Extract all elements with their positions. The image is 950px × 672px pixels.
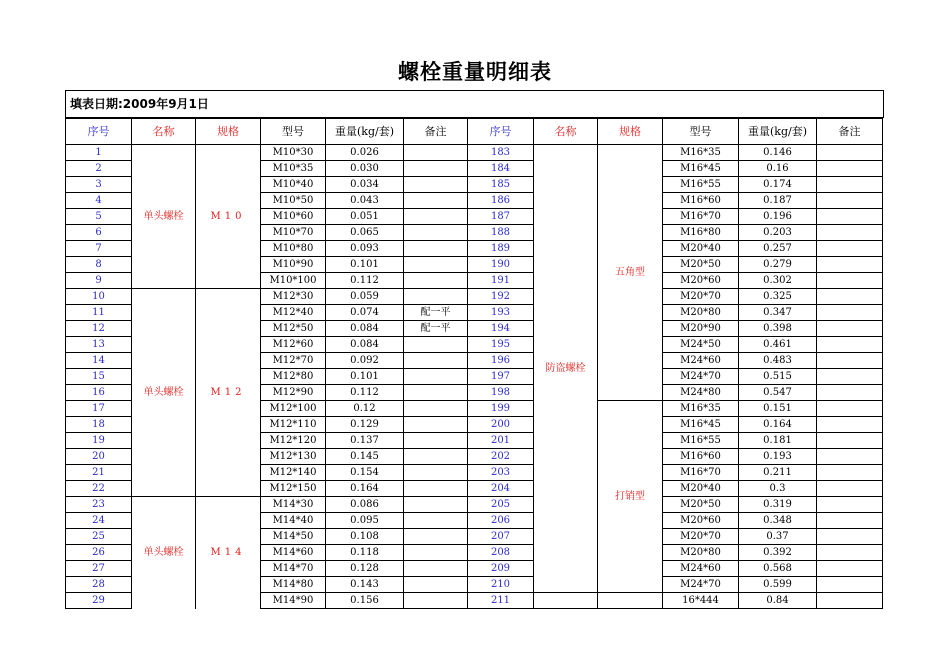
weight-cell: 0.128 [326, 561, 404, 577]
weight-cell: 0.392 [739, 545, 817, 561]
model-cell: M24*70 [663, 577, 739, 593]
group-spec-cell: M12 [196, 289, 261, 497]
seq-cell: 27 [66, 561, 132, 577]
weight-cell: 0.16 [739, 161, 817, 177]
model-cell: M16*70 [663, 465, 739, 481]
model-cell: M20*70 [663, 289, 739, 305]
model-cell: M12*140 [261, 465, 326, 481]
weight-cell: 0.325 [739, 289, 817, 305]
weight-cell: 0.101 [326, 369, 404, 385]
note-cell [817, 545, 883, 561]
weight-cell: 0.599 [739, 577, 817, 593]
model-cell: M24*60 [663, 561, 739, 577]
note-cell [404, 561, 468, 577]
note-cell [817, 481, 883, 497]
empty-cell [598, 593, 663, 609]
note-cell [817, 289, 883, 305]
weight-cell: 0.193 [739, 449, 817, 465]
seq-cell: 25 [66, 529, 132, 545]
seq-cell: 10 [66, 289, 132, 305]
note-cell [817, 497, 883, 513]
weight-cell: 0.108 [326, 529, 404, 545]
weight-cell: 0.112 [326, 273, 404, 289]
group-spec-cell: M14 [196, 497, 261, 609]
weight-cell: 0.84 [739, 593, 817, 609]
model-cell: M12*130 [261, 449, 326, 465]
note-cell [404, 545, 468, 561]
model-cell: M12*60 [261, 337, 326, 353]
model-cell: M10*35 [261, 161, 326, 177]
seq-cell: 24 [66, 513, 132, 529]
note-cell [817, 305, 883, 321]
seq-cell: 211 [468, 593, 534, 609]
seq-cell: 5 [66, 209, 132, 225]
note-cell [404, 273, 468, 289]
seq-cell: 29 [66, 593, 132, 609]
seq-cell: 17 [66, 401, 132, 417]
note-cell [817, 193, 883, 209]
weight-cell: 0.319 [739, 497, 817, 513]
weight-cell: 0.118 [326, 545, 404, 561]
seq-cell: 184 [468, 161, 534, 177]
seq-cell: 11 [66, 305, 132, 321]
weight-cell: 0.156 [326, 593, 404, 609]
weight-cell: 0.051 [326, 209, 404, 225]
seq-cell: 8 [66, 257, 132, 273]
model-cell: M16*45 [663, 161, 739, 177]
model-cell: M14*90 [261, 593, 326, 609]
note-cell: 配一平 [404, 305, 468, 321]
note-cell [817, 369, 883, 385]
note-cell [817, 561, 883, 577]
model-cell: M16*55 [663, 433, 739, 449]
note-cell [817, 321, 883, 337]
model-cell: M12*30 [261, 289, 326, 305]
group-spec-cell: M10 [196, 145, 261, 289]
note-cell [404, 385, 468, 401]
weight-cell: 0.074 [326, 305, 404, 321]
right-header-cell: 型号 [663, 119, 739, 145]
table-row [66, 497, 883, 513]
note-cell [817, 145, 883, 161]
note-cell [404, 209, 468, 225]
group-name-cell: 单头螺栓 [132, 145, 196, 289]
model-cell: M24*50 [663, 337, 739, 353]
model-cell: M20*50 [663, 497, 739, 513]
seq-cell: 189 [468, 241, 534, 257]
right-header-cell: 名称 [534, 119, 598, 145]
seq-cell: 190 [468, 257, 534, 273]
model-cell: M20*60 [663, 273, 739, 289]
table-row [66, 289, 883, 305]
seq-cell: 9 [66, 273, 132, 289]
left-header-cell: 重量(kg/套) [326, 119, 404, 145]
note-cell: 配一平 [404, 321, 468, 337]
group-name-cell: 单头螺栓 [132, 497, 196, 609]
note-cell [404, 465, 468, 481]
seq-cell: 14 [66, 353, 132, 369]
note-cell [404, 401, 468, 417]
weight-cell: 0.101 [326, 257, 404, 273]
model-cell: M20*70 [663, 529, 739, 545]
note-cell [817, 593, 883, 609]
seq-cell: 4 [66, 193, 132, 209]
note-cell [817, 225, 883, 241]
header-row [66, 119, 883, 145]
seq-cell: 194 [468, 321, 534, 337]
note-cell [817, 465, 883, 481]
note-cell [404, 369, 468, 385]
model-cell: M10*100 [261, 273, 326, 289]
bolt-weight-table [65, 118, 883, 609]
model-cell: M10*90 [261, 257, 326, 273]
seq-cell: 201 [468, 433, 534, 449]
seq-cell: 191 [468, 273, 534, 289]
weight-cell: 0.181 [739, 433, 817, 449]
note-cell [404, 513, 468, 529]
seq-cell: 3 [66, 177, 132, 193]
note-cell [817, 433, 883, 449]
note-cell [817, 273, 883, 289]
note-cell [404, 433, 468, 449]
weight-cell: 0.154 [326, 465, 404, 481]
note-cell [404, 241, 468, 257]
seq-cell: 206 [468, 513, 534, 529]
seq-cell: 200 [468, 417, 534, 433]
seq-cell: 196 [468, 353, 534, 369]
note-cell [817, 353, 883, 369]
model-cell: M14*80 [261, 577, 326, 593]
seq-cell: 23 [66, 497, 132, 513]
group-spec-cell: 五角型 [598, 145, 663, 401]
note-cell [404, 417, 468, 433]
seq-cell: 195 [468, 337, 534, 353]
note-cell [817, 257, 883, 273]
note-cell [817, 449, 883, 465]
model-cell: M10*40 [261, 177, 326, 193]
model-cell: M10*50 [261, 193, 326, 209]
weight-cell: 0.174 [739, 177, 817, 193]
weight-cell: 0.203 [739, 225, 817, 241]
empty-cell [534, 593, 598, 609]
model-cell: M20*40 [663, 481, 739, 497]
weight-cell: 0.092 [326, 353, 404, 369]
seq-cell: 28 [66, 577, 132, 593]
model-cell: M16*45 [663, 417, 739, 433]
model-cell: M12*70 [261, 353, 326, 369]
seq-cell: 183 [468, 145, 534, 161]
note-cell [817, 417, 883, 433]
weight-cell: 0.347 [739, 305, 817, 321]
fill-date: 填表日期:2009年9月1日 [65, 90, 884, 118]
right-header-cell: 重量(kg/套) [739, 119, 817, 145]
weight-cell: 0.398 [739, 321, 817, 337]
right-header-cell: 序号 [468, 119, 534, 145]
weight-cell: 0.146 [739, 145, 817, 161]
note-cell [817, 161, 883, 177]
seq-cell: 7 [66, 241, 132, 257]
model-cell: M24*80 [663, 385, 739, 401]
model-cell: M10*70 [261, 225, 326, 241]
seq-cell: 192 [468, 289, 534, 305]
weight-cell: 0.164 [326, 481, 404, 497]
model-cell: M16*80 [663, 225, 739, 241]
weight-cell: 0.129 [326, 417, 404, 433]
model-cell: M16*60 [663, 449, 739, 465]
model-cell: M10*80 [261, 241, 326, 257]
weight-cell: 0.043 [326, 193, 404, 209]
weight-cell: 0.568 [739, 561, 817, 577]
note-cell [404, 353, 468, 369]
seq-cell: 16 [66, 385, 132, 401]
model-cell: M24*60 [663, 353, 739, 369]
weight-cell: 0.084 [326, 337, 404, 353]
weight-cell: 0.143 [326, 577, 404, 593]
weight-cell: 0.145 [326, 449, 404, 465]
note-cell [817, 241, 883, 257]
weight-cell: 0.095 [326, 513, 404, 529]
seq-cell: 19 [66, 433, 132, 449]
note-cell [404, 529, 468, 545]
weight-cell: 0.196 [739, 209, 817, 225]
weight-cell: 0.348 [739, 513, 817, 529]
left-header-cell: 备注 [404, 119, 468, 145]
note-cell [404, 289, 468, 305]
model-cell: M14*30 [261, 497, 326, 513]
note-cell [404, 145, 468, 161]
note-cell [817, 529, 883, 545]
seq-cell: 26 [66, 545, 132, 561]
seq-cell: 207 [468, 529, 534, 545]
seq-cell: 193 [468, 305, 534, 321]
note-cell [404, 177, 468, 193]
note-cell [817, 337, 883, 353]
weight-cell: 0.034 [326, 177, 404, 193]
seq-cell: 20 [66, 449, 132, 465]
left-header-cell: 型号 [261, 119, 326, 145]
model-cell: M20*80 [663, 305, 739, 321]
seq-cell: 208 [468, 545, 534, 561]
weight-cell: 0.461 [739, 337, 817, 353]
seq-cell: 209 [468, 561, 534, 577]
weight-cell: 0.030 [326, 161, 404, 177]
seq-cell: 187 [468, 209, 534, 225]
left-header-cell: 名称 [132, 119, 196, 145]
note-cell [404, 481, 468, 497]
note-cell [404, 449, 468, 465]
weight-cell: 0.3 [739, 481, 817, 497]
seq-cell: 1 [66, 145, 132, 161]
model-cell: M12*80 [261, 369, 326, 385]
seq-cell: 205 [468, 497, 534, 513]
right-header-cell: 备注 [817, 119, 883, 145]
weight-cell: 0.187 [739, 193, 817, 209]
note-cell [404, 337, 468, 353]
seq-cell: 203 [468, 465, 534, 481]
seq-cell: 204 [468, 481, 534, 497]
seq-cell: 13 [66, 337, 132, 353]
page-title: 螺栓重量明细表 [398, 60, 552, 84]
seq-cell: 18 [66, 417, 132, 433]
weight-sheet [65, 90, 885, 610]
model-cell: M20*60 [663, 513, 739, 529]
weight-cell: 0.026 [326, 145, 404, 161]
weight-cell: 0.059 [326, 289, 404, 305]
note-cell [404, 577, 468, 593]
model-cell: 16*444 [663, 593, 739, 609]
model-cell: M14*50 [261, 529, 326, 545]
note-cell [404, 161, 468, 177]
model-cell: M14*70 [261, 561, 326, 577]
model-cell: M16*60 [663, 193, 739, 209]
note-cell [404, 225, 468, 241]
model-cell: M12*90 [261, 385, 326, 401]
note-cell [817, 401, 883, 417]
seq-cell: 197 [468, 369, 534, 385]
weight-cell: 0.151 [739, 401, 817, 417]
note-cell [817, 513, 883, 529]
group-name-cell: 单头螺栓 [132, 289, 196, 497]
seq-cell: 199 [468, 401, 534, 417]
weight-cell: 0.084 [326, 321, 404, 337]
weight-cell: 0.112 [326, 385, 404, 401]
seq-cell: 6 [66, 225, 132, 241]
left-header-cell: 规格 [196, 119, 261, 145]
model-cell: M10*30 [261, 145, 326, 161]
model-cell: M24*70 [663, 369, 739, 385]
weight-cell: 0.515 [739, 369, 817, 385]
seq-cell: 188 [468, 225, 534, 241]
seq-cell: 21 [66, 465, 132, 481]
weight-cell: 0.37 [739, 529, 817, 545]
weight-cell: 0.211 [739, 465, 817, 481]
model-cell: M14*60 [261, 545, 326, 561]
model-cell: M20*80 [663, 545, 739, 561]
seq-cell: 2 [66, 161, 132, 177]
left-header-cell: 序号 [66, 119, 132, 145]
model-cell: M20*90 [663, 321, 739, 337]
group-spec-cell: 打销型 [598, 401, 663, 593]
weight-cell: 0.086 [326, 497, 404, 513]
weight-cell: 0.065 [326, 225, 404, 241]
weight-cell: 0.257 [739, 241, 817, 257]
model-cell: M12*50 [261, 321, 326, 337]
model-cell: M12*110 [261, 417, 326, 433]
seq-cell: 202 [468, 449, 534, 465]
model-cell: M14*40 [261, 513, 326, 529]
weight-cell: 0.483 [739, 353, 817, 369]
model-cell: M10*60 [261, 209, 326, 225]
seq-cell: 22 [66, 481, 132, 497]
note-cell [404, 193, 468, 209]
weight-cell: 0.279 [739, 257, 817, 273]
model-cell: M16*55 [663, 177, 739, 193]
weight-cell: 0.12 [326, 401, 404, 417]
note-cell [817, 209, 883, 225]
model-cell: M12*40 [261, 305, 326, 321]
weight-cell: 0.093 [326, 241, 404, 257]
right-header-cell: 规格 [598, 119, 663, 145]
seq-cell: 198 [468, 385, 534, 401]
seq-cell: 15 [66, 369, 132, 385]
weight-cell: 0.302 [739, 273, 817, 289]
weight-cell: 0.137 [326, 433, 404, 449]
seq-cell: 185 [468, 177, 534, 193]
note-cell [817, 177, 883, 193]
seq-cell: 186 [468, 193, 534, 209]
model-cell: M16*70 [663, 209, 739, 225]
seq-cell: 210 [468, 577, 534, 593]
weight-cell: 0.547 [739, 385, 817, 401]
model-cell: M20*40 [663, 241, 739, 257]
note-cell [404, 497, 468, 513]
table-row [66, 145, 883, 161]
seq-cell: 12 [66, 321, 132, 337]
model-cell: M12*150 [261, 481, 326, 497]
model-cell: M16*35 [663, 401, 739, 417]
group-name-cell: 防盗螺栓 [534, 145, 598, 593]
note-cell [404, 257, 468, 273]
model-cell: M16*35 [663, 145, 739, 161]
note-cell [817, 577, 883, 593]
weight-cell: 0.164 [739, 417, 817, 433]
note-cell [404, 593, 468, 609]
model-cell: M12*100 [261, 401, 326, 417]
model-cell: M12*120 [261, 433, 326, 449]
model-cell: M20*50 [663, 257, 739, 273]
note-cell [817, 385, 883, 401]
